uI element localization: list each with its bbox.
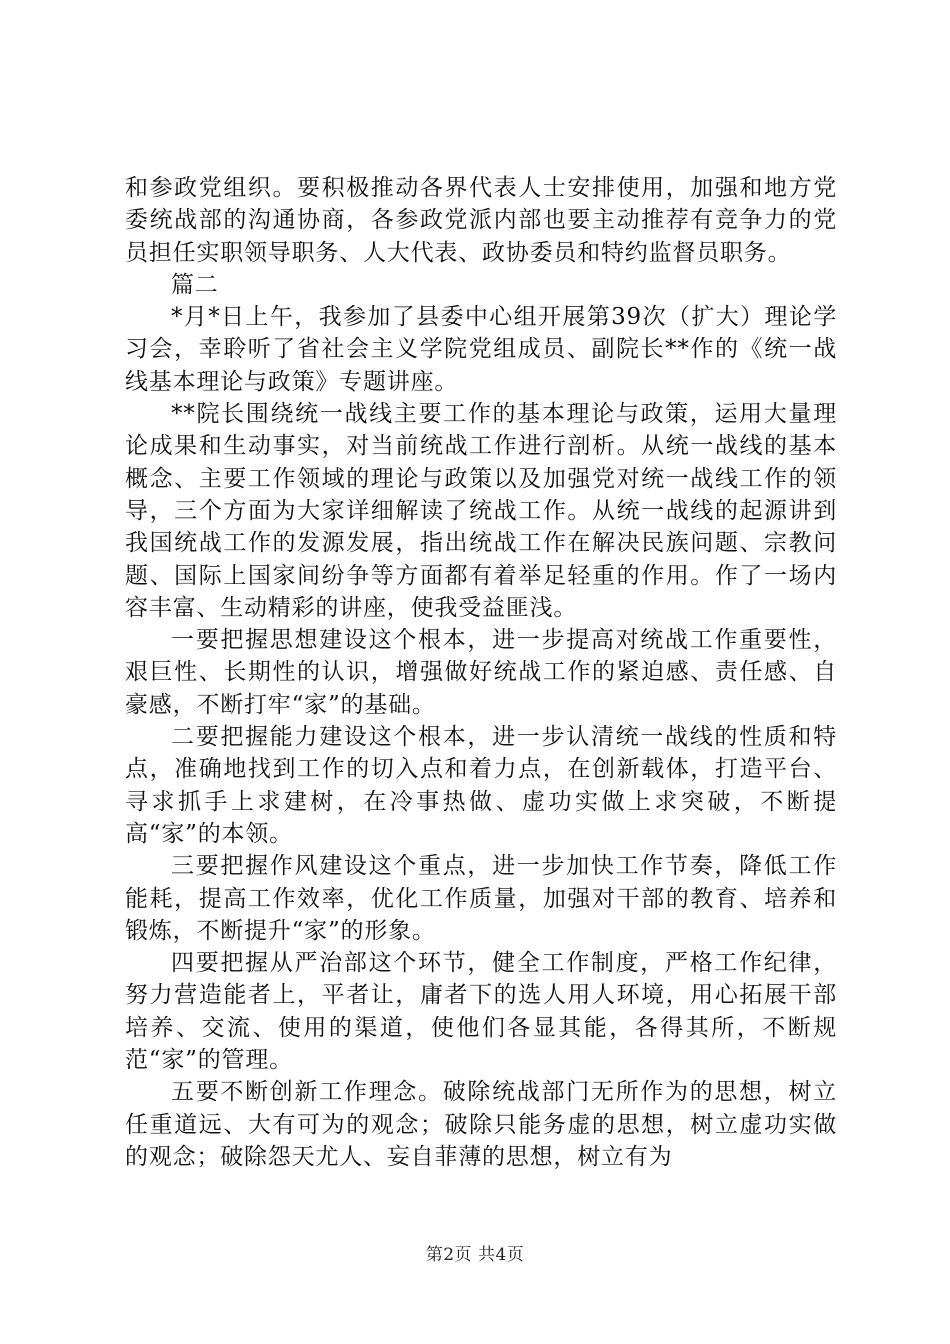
paragraph: 一要把握思想建设这个根本，进一步提高对统战工作重要性，艰巨性、长期性的认识，增强做好统战工作的紧迫感、责任感、自豪感，不断打牢“家”的基础。: [125, 627, 837, 718]
paragraph: 五要不断创新工作理念。破除统战部门无所作为的思想，树立任重道远、大有可为的观念；破除只能务虚的思想，树立虚功实做的观念；破除怨天尤人、妄自菲薄的思想，树立有为: [125, 1079, 837, 1170]
page-footer: 第2页 共4页: [425, 1245, 525, 1265]
paragraph: **院长围绕统一战线主要工作的基本理论与政策，运用大量理论成果和生动事实，对当前统战工作进行剖析。从统一战线的基本概念、主要工作领域的理论与政策以及加强党对统一战线工作的领导，三个方面为大家详细解读了统战工作。从统一战线的起源讲到我国统战工作的发源发展，指出统战工作在解决民族问题、宗教问题、国际上国家间纷争等方面都有着举足轻重的作用。作了一场内容丰富、生动精彩的讲座，使我受益匪浅。: [125, 401, 837, 621]
paragraph: 三要把握作风建设这个重点，进一步加快工作节奏，降低工作能耗，提高工作效率，优化工作质量，加强对干部的教育、培养和锻炼，不断提升“家”的形象。: [125, 853, 837, 944]
paragraph: 二要把握能力建设这个根本，进一步认清统一战线的性质和特点，准确地找到工作的切入点和着力点，在创新载体，打造平台、寻求抓手上求建树，在冷事热做、虚功实做上求突破，不断提高“家”的本领。: [125, 724, 837, 847]
section-heading: 篇二: [171, 271, 219, 298]
paragraph: 四要把握从严治部这个环节，健全工作制度，严格工作纪律，努力营造能者上，平者让，庸者下的选人用人环境，用心拓展干部培养、交流、使用的渠道，使他们各显其能，各得其所，不断规范“家”的管理。: [125, 950, 837, 1074]
document-body: [125, 172, 837, 1173]
paragraph-continuation: 和参政党组织。要积极推动各界代表人士安排使用，加强和地方党委统战部的沟通协商，各参政党派内部也要主动推荐有竞争力的党员担任实职领导职务、人大代表、政协委员和特约监督员职务。: [125, 175, 837, 266]
paragraph: *月*日上午，我参加了县委中心组开展第39次（扩大）理论学习会，幸聆听了省社会主义学院党组成员、副院长**作的《统一战线基本理论与政策》专题讲座。: [125, 304, 837, 395]
